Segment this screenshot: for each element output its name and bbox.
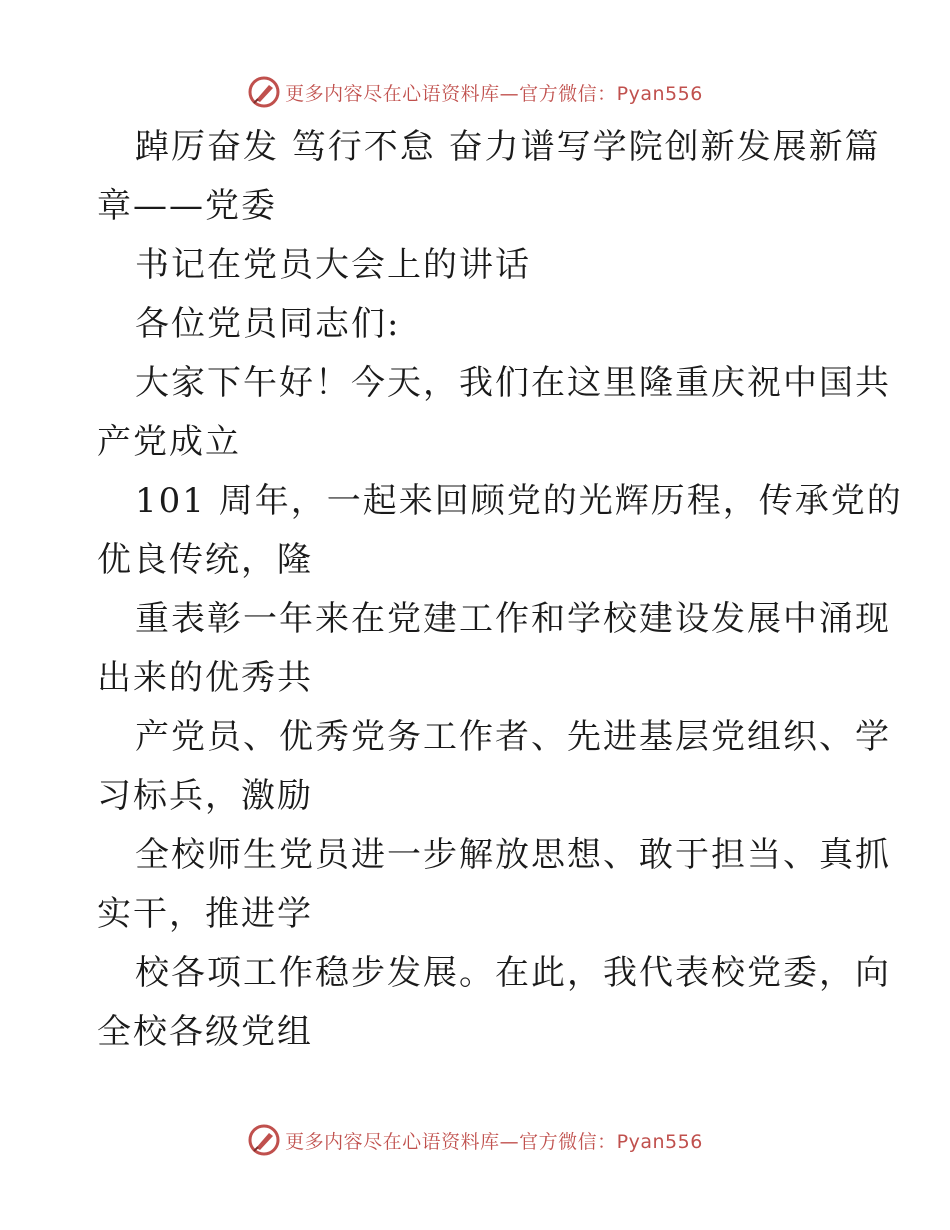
salutation-line: 各位党员同志们: [135,304,401,344]
paragraph-line: 优良传统，隆 [97,540,313,580]
paragraph-line: 产党员、优秀党务工作者、先进基层党组织、学 [135,717,891,757]
header-watermark [0,72,950,112]
paragraph-line: 出来的优秀共 [97,658,313,698]
paragraph-line: 全校各级党组 [97,1012,313,1052]
footer-watermark [0,1120,950,1160]
paragraph-line: 全校师生党员进一步解放思想、敢于担当、真抓 [135,835,891,875]
paragraph-line: 实干，推进学 [97,894,313,934]
paragraph-line: 大家下午好！今天，我们在这里隆重庆祝中国共 [135,363,891,403]
paragraph-line: 重表彰一年来在党建工作和学校建设发展中涌现 [135,599,891,639]
quill-pen-logo-icon [247,1123,281,1157]
paragraph-line: 产党成立 [97,422,241,462]
document-body [97,118,903,1062]
title-line-2: 章——党委 [97,186,277,226]
paragraph-line: 校各项工作稳步发展。在此，我代表校党委，向 [135,953,891,993]
paragraph-line: 习标兵，激励 [97,776,313,816]
watermark-text: 更多内容尽在心语资料库—官方微信：Pyan556 [285,1130,703,1153]
paragraph-line: 101 周年，一起来回顾党的光辉历程，传承党的 [135,481,903,521]
subtitle-line: 书记在党员大会上的讲话 [135,245,531,285]
quill-pen-logo-icon [247,75,281,109]
title-line-1: 踔厉奋发 笃行不怠 奋力谱写学院创新发展新篇 [135,127,881,167]
watermark-text: 更多内容尽在心语资料库—官方微信：Pyan556 [285,82,703,105]
